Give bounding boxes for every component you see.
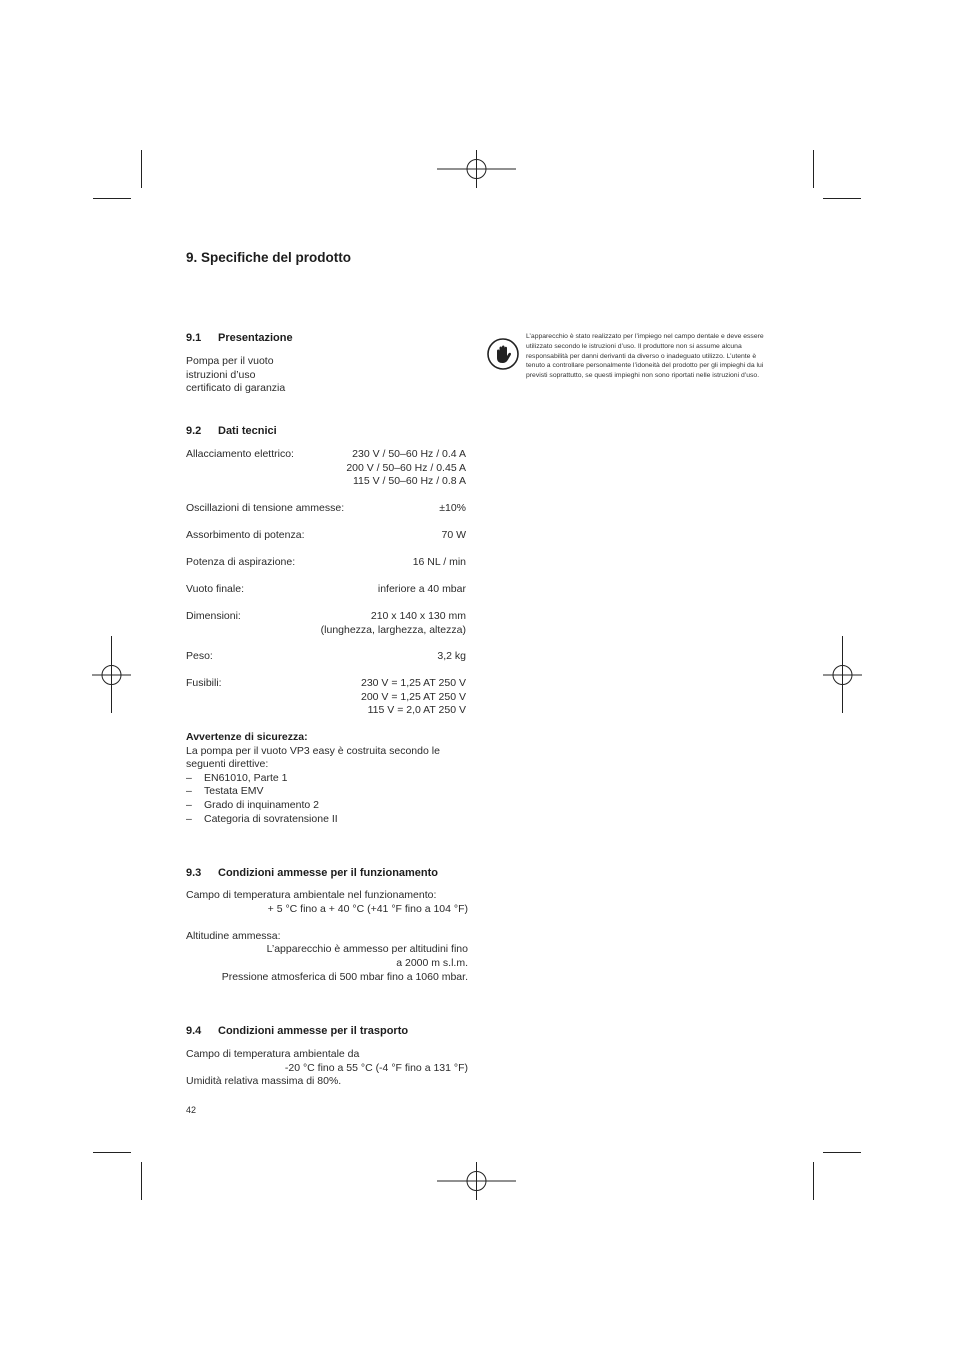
list-item: – Grado di inquinamento 2 — [186, 799, 466, 813]
section-heading-presentazione: 9.1 Presentazione — [186, 332, 293, 344]
spec-value: 70 W — [441, 529, 466, 541]
humidity-text: Umidità relativa massima di 80%. — [186, 1075, 342, 1088]
section-heading-funzionamento: 9.3 Condizioni ammesse per il funzionamento — [186, 867, 439, 879]
spec-label: Potenza di aspirazione: — [186, 556, 296, 568]
transport-conditions — [186, 1048, 468, 1089]
spec-value: 210 x 140 x 130 mm (lunghezza, larghezza, altezza) — [320, 610, 466, 636]
page-number: 42 — [186, 1105, 197, 1115]
spec-label: Allacciamento elettrico: — [186, 448, 294, 460]
altitude-line: Pressione atmosferica di 500 mbar fino a 1060 mbar. — [221, 970, 468, 983]
spec-value: 3,2 kg — [437, 650, 466, 662]
section-heading-trasporto: 9.4 Condizioni ammesse per il trasporto — [186, 1025, 409, 1037]
list-item: Pompa per il vuoto — [186, 355, 274, 367]
presentation-list — [186, 355, 285, 396]
spec-label: Peso: — [186, 650, 213, 662]
temp-label: Campo di temperatura ambientale da — [186, 1048, 360, 1060]
altitude-line: L’apparecchio è ammesso per altitudini fino — [266, 943, 468, 956]
altitude-line: a 2000 m s.l.m. — [396, 956, 468, 969]
safety-text: La pompa per il vuoto VP3 easy è costruita secondo le seguenti direttive: — [186, 744, 440, 771]
spec-label: Oscillazioni di tensione ammesse: — [186, 502, 345, 514]
spec-value: 16 NL / min — [412, 556, 466, 568]
operating-conditions — [186, 889, 468, 984]
temp-value: + 5 °C fino a + 40 °C (+41 °F fino a 104 °F) — [267, 902, 468, 915]
list-item: – Testata EMV — [186, 785, 466, 799]
hand-stop-icon — [487, 338, 519, 370]
safety-title: Avvertenze di sicurezza: — [186, 731, 308, 743]
warning-note: L’apparecchio è stato realizzato per l’impiego nel campo dentale e deve essere utilizzato secondo le istruzioni d’uso. Il produttore non si assume alcuna responsabilità per danni derivanti da diverso o inadeguato utilizzo. L’utente è tenuto a controllare personalmente l’idoneità del prodotto per gli impieghi da lui previsti soprattutto, se questi impieghi non sono riportati nelle istruzioni d’uso. — [526, 333, 764, 380]
list-item: istruzioni d’uso — [186, 368, 256, 381]
altitude-label: Altitudine ammessa: — [186, 929, 281, 942]
spec-label: Fusibili: — [186, 677, 222, 689]
temp-label: Campo di temperatura ambientale nel funzionamento: — [186, 889, 437, 901]
page-title: 9. Specifiche del prodotto — [186, 250, 352, 265]
spec-label: Dimensioni: — [186, 610, 241, 622]
spec-label: Assorbimento di potenza: — [186, 529, 305, 541]
safety-list — [186, 772, 466, 826]
spec-label: Vuoto finale: — [186, 583, 244, 595]
list-item: – Categoria di sovratensione II — [186, 813, 466, 827]
safety-block — [186, 731, 466, 826]
registration-mark-top — [437, 150, 517, 190]
registration-mark-bottom — [437, 1161, 517, 1201]
registration-mark-left — [92, 636, 132, 714]
spec-value: 230 V / 50–60 Hz / 0.4 A 200 V / 50–60 Hz / 0.45 A 115 V / 50–60 Hz / 0.8 A — [346, 448, 466, 488]
section-heading-dati-tecnici: 9.2 Dati tecnici — [186, 425, 277, 437]
spec-value: inferiore a 40 mbar — [377, 583, 466, 595]
spec-value: ±10% — [439, 502, 466, 514]
temp-value: -20 °C fino a 55 °C (-4 °F fino a 131 °F) — [284, 1061, 468, 1074]
spec-value: 230 V = 1,25 AT 250 V 200 V = 1,25 AT 250 V 115 V = 2,0 AT 250 V — [361, 677, 466, 717]
list-item: certificato di garanzia — [186, 382, 286, 395]
registration-mark-right — [822, 636, 862, 714]
list-item: – EN61010, Parte 1 — [186, 772, 466, 786]
